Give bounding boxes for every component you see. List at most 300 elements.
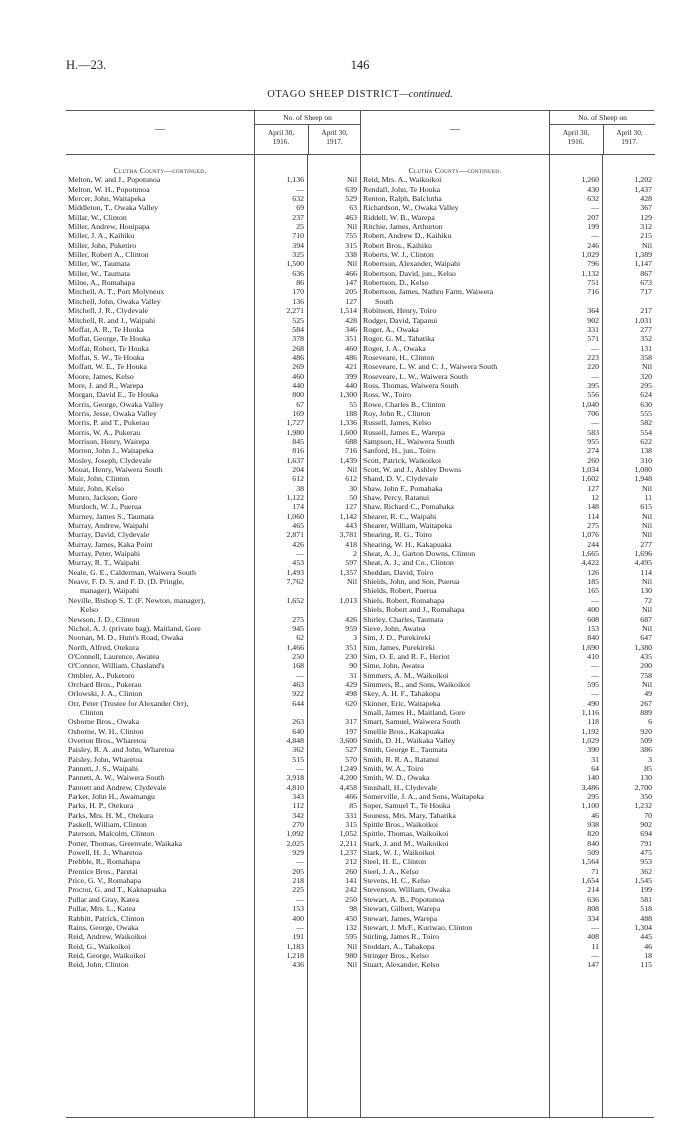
sheep-1917: 85 xyxy=(644,764,652,773)
table-row xyxy=(66,484,360,493)
sheep-1916: — xyxy=(296,857,304,867)
sheep-1917: 386 xyxy=(640,745,652,755)
sheep-1917: 647 xyxy=(640,633,652,643)
table-row xyxy=(66,409,360,418)
owner-name: Powell, H. J., Wharetoa xyxy=(68,848,143,858)
table-row xyxy=(361,586,655,595)
sheep-1916: 394 xyxy=(292,240,304,250)
table-row xyxy=(66,661,360,670)
sheep-1916: 1,564 xyxy=(581,857,599,867)
sheep-1916: 632 xyxy=(292,194,304,204)
owner-name: Snushall, H., Clydevale xyxy=(363,782,437,792)
sheep-1917: Nil xyxy=(642,240,652,250)
owner-name: Murray, Peter, Waipahi xyxy=(68,549,141,559)
table-row xyxy=(361,643,655,652)
owner-name: Miller, W., Taumata xyxy=(68,268,131,278)
sheep-1916: 112 xyxy=(292,801,304,811)
sheep-1917: 688 xyxy=(345,436,357,446)
sheep-1916: — xyxy=(591,231,599,241)
table-row xyxy=(66,615,360,624)
sheep-1917: 70 xyxy=(644,810,652,820)
sheep-1916: 168 xyxy=(292,661,304,671)
table-row xyxy=(66,717,360,726)
table-row xyxy=(361,876,655,885)
table-row xyxy=(361,932,655,941)
owner-name: Paterson, Malcolm, Clinton xyxy=(68,829,155,839)
owner-name: Roger, J. A., Owaka xyxy=(363,343,426,353)
table-row xyxy=(361,381,655,390)
owner-name: Smith, D. H., Waikaka Valley xyxy=(363,735,456,745)
owner-name: Sim, O. E. and R. F., Heriot xyxy=(363,651,450,661)
owner-name: Murray, Andrew, Waipahi xyxy=(68,521,149,531)
sheep-1917: 399 xyxy=(345,371,357,381)
sheep-1917: Nil xyxy=(642,483,652,493)
table-row xyxy=(361,848,655,857)
sheep-1916: 922 xyxy=(292,689,304,699)
sheep-1917: 3 xyxy=(648,754,652,764)
owner-name: Shields, John, and Son, Puerua xyxy=(363,577,460,587)
table-row xyxy=(66,680,360,689)
table-row xyxy=(361,530,655,539)
sheep-1917: 338 xyxy=(345,250,357,260)
sheep-1916: 191 xyxy=(292,932,304,942)
table-row xyxy=(361,745,655,754)
sheep-1917: 147 xyxy=(345,278,357,288)
sheep-1917: 362 xyxy=(640,866,652,876)
owner-name: Mercer, John, Waitapeka xyxy=(68,194,146,204)
sheep-1916: 1,136 xyxy=(286,175,304,185)
sheep-1917: 527 xyxy=(345,745,357,755)
owner-name: Mitchell, R. and J., Waipahi xyxy=(68,315,156,325)
table-row xyxy=(66,334,360,343)
sheep-1916: 67 xyxy=(296,399,304,409)
owner-name: Melton, W. H., Popotunoa xyxy=(68,184,150,194)
sheep-1916: 486 xyxy=(292,352,304,362)
sheep-1916: 220 xyxy=(587,362,599,372)
owner-name: Paskell, William, Clinton xyxy=(68,820,147,830)
table-row xyxy=(361,661,655,670)
table-row xyxy=(66,727,360,736)
table-row xyxy=(361,857,655,866)
left-rows xyxy=(66,166,360,970)
owner-name: Proctor, G. and T., Kaknapuaka xyxy=(68,885,167,895)
sheep-1917: 466 xyxy=(345,792,357,802)
sheep-1917: 85 xyxy=(349,801,357,811)
sheep-1917: 351 xyxy=(345,334,357,344)
sheep-1917: 570 xyxy=(345,754,357,764)
table-row xyxy=(66,783,360,792)
owner-name: Stirling, James R., Toiro xyxy=(363,932,439,942)
sheep-1917: 130 xyxy=(640,773,652,783)
table-row xyxy=(361,241,655,250)
table-header xyxy=(66,111,360,155)
table-row xyxy=(361,568,655,577)
owner-name: Somerville, J. A., and Sons, Waitapeka xyxy=(363,792,484,802)
sheep-1916: 640 xyxy=(292,726,304,736)
owner-name: Morris, Jesse, Owaka Valley xyxy=(68,408,157,418)
sheep-1916: 1,690 xyxy=(581,642,599,652)
sheep-1917: 197 xyxy=(345,726,357,736)
table-row xyxy=(361,306,655,315)
table-row xyxy=(66,914,360,923)
owner-name: Miller, Robert A., Clinton xyxy=(68,250,149,260)
owner-name: Sheat, A. J., Garton Downs, Clinton xyxy=(363,549,476,559)
sheep-1917: 352 xyxy=(640,334,652,344)
owner-name: Prebble, R., Romahapa xyxy=(68,857,141,867)
sheep-1916: 153 xyxy=(292,904,304,914)
owner-name: Moffat, S. W., Te Houka xyxy=(68,352,145,362)
owner-name: Robert, Andrew D., Kaihiku xyxy=(363,231,452,241)
table-row xyxy=(361,418,655,427)
owner-name: Robertson, James, Nathro Farm, Waiwera xyxy=(363,287,494,297)
owner-name: Stewart, J. McF., Kuriwao, Clinton xyxy=(363,922,473,932)
section-heading: Clutha County—continued. xyxy=(408,166,502,175)
sheep-1917: 421 xyxy=(345,362,357,372)
table-row xyxy=(361,446,655,455)
owner-name: Prentice Bros., Paretai xyxy=(68,866,138,876)
sheep-1917: 1,514 xyxy=(339,306,357,316)
sheep-1916: 460 xyxy=(292,371,304,381)
table-row xyxy=(66,381,360,390)
sheep-1917: 1,147 xyxy=(634,259,652,269)
sheep-1916: 4,810 xyxy=(286,782,304,792)
sheep-1917: Nil xyxy=(642,679,652,689)
sheep-1916: 390 xyxy=(587,745,599,755)
owner-name: Robinson, Henry, Toiro xyxy=(363,306,437,316)
section-heading: Clutha County—continued. xyxy=(113,166,207,175)
owner-name: Melton, W. and J., Popotunoa xyxy=(68,175,161,185)
sheep-1917: 331 xyxy=(345,810,357,820)
sheep-1916: 64 xyxy=(591,764,599,773)
table-header xyxy=(361,111,655,155)
owner-name: Shearer, William, Waitapeka xyxy=(363,521,452,531)
sheep-1916: 246 xyxy=(587,240,599,250)
table-row xyxy=(361,895,655,904)
sheep-1916: 1,665 xyxy=(581,549,599,559)
table-row xyxy=(66,175,360,184)
sheep-1916: 1,116 xyxy=(581,707,599,717)
sheep-1917: 188 xyxy=(345,408,357,418)
sheep-1917: 4,495 xyxy=(634,558,652,568)
sheep-1916: 465 xyxy=(292,521,304,531)
sheep-1916: 796 xyxy=(587,259,599,269)
sheep-1917: 717 xyxy=(640,287,652,297)
sheep-1916: 343 xyxy=(292,792,304,802)
sheep-table xyxy=(66,110,654,1118)
sheep-1917: 2,700 xyxy=(634,782,652,792)
table-row xyxy=(361,316,655,325)
owner-name: Paisley, John, Wharetoa xyxy=(68,754,143,764)
sheep-1916: 263 xyxy=(292,717,304,727)
sheep-1917: 1,232 xyxy=(634,801,652,811)
table-row xyxy=(361,717,655,726)
sheep-1917: 72 xyxy=(644,595,652,605)
sheep-1917: 920 xyxy=(640,726,652,736)
owner-name: Ross, W., Toiro xyxy=(363,390,412,400)
owner-name: Parks, Mrs. H. M., Otekura xyxy=(68,810,154,820)
owner-name: Roseveare, H., Clinton xyxy=(363,352,435,362)
table-row xyxy=(361,409,655,418)
sheep-1917: 889 xyxy=(640,707,652,717)
owner-name: Shiels, Robert and J., Romahapa xyxy=(363,605,465,615)
owner-name: Newson, J. D., Clinton xyxy=(68,614,140,624)
sheep-1916: 170 xyxy=(292,287,304,297)
sheep-1917: 317 xyxy=(345,717,357,727)
sheep-1916: — xyxy=(296,922,304,932)
sheep-1917: 755 xyxy=(345,231,357,241)
owner-name: Murney, James S., Taumata xyxy=(68,511,154,521)
owner-name: Sim, J. D., Purekireki xyxy=(363,633,431,643)
owner-name: Pullar, Mrs. L., Katea xyxy=(68,904,136,914)
owner-name: Sampson, H., Waiwera South xyxy=(363,436,455,446)
sheep-1916: — xyxy=(296,184,304,194)
sheep-1917: 295 xyxy=(640,380,652,390)
owner-name: Steel, H. E., Clinton xyxy=(363,857,427,867)
owner-name: Stewart, James, Warepa xyxy=(363,913,438,923)
owner-name: Murray, R. T., Waipahi xyxy=(68,558,140,568)
sheep-1916: 1,654 xyxy=(581,876,599,886)
table-row xyxy=(66,540,360,549)
sheep-1917: 620 xyxy=(345,698,357,708)
sheep-1917: 199 xyxy=(640,885,652,895)
owner-name: Sim, James, Purekireki xyxy=(363,642,435,652)
owner-name: Orr, Peter (Trustee for Alexander Orr), xyxy=(68,698,189,708)
sheep-1916: 114 xyxy=(587,511,599,521)
owner-name: Potter, Thomas, Greenvale, Waikaka xyxy=(68,838,182,848)
sheep-1916: 710 xyxy=(292,231,304,241)
sheep-1916: 436 xyxy=(292,960,304,970)
sheep-1917: Nil xyxy=(642,623,652,633)
owner-name: Sanford, H., jun., Toiro xyxy=(363,446,436,456)
sheep-1917: 1,437 xyxy=(634,184,652,194)
sheep-1916: 250 xyxy=(292,651,304,661)
sheep-1917: 463 xyxy=(345,212,357,222)
owner-name: Robert Bros., Kaihiku xyxy=(363,240,432,250)
table-row xyxy=(361,493,655,502)
sheep-1916: 426 xyxy=(292,539,304,549)
table-row xyxy=(361,727,655,736)
sheep-1916: — xyxy=(591,371,599,381)
sheep-1916: — xyxy=(591,343,599,353)
sheep-1916: 295 xyxy=(587,792,599,802)
owner-name: Sheddan, David, Toiro xyxy=(363,567,434,577)
sheep-1917: 1,600 xyxy=(339,427,357,437)
table-row xyxy=(361,829,655,838)
owner-name: Reid, Andrew, Waikoikoi xyxy=(68,932,147,942)
table-row xyxy=(361,755,655,764)
sheep-1916: 237 xyxy=(292,212,304,222)
owner-name: Pannett and Andrew, Clydevale xyxy=(68,782,167,792)
sheep-1917: 4,200 xyxy=(339,773,357,783)
owner-name: Smart, Samuel, Waiwera South xyxy=(363,717,461,727)
sheep-1917: 612 xyxy=(345,474,357,484)
table-row xyxy=(66,755,360,764)
sheep-1917: 440 xyxy=(345,380,357,390)
owner-name: Overton Bros., Wharetoa xyxy=(68,735,147,745)
owner-name: Milne, A., Romahapa xyxy=(68,278,135,288)
owner-name: Moore, James, Kelso xyxy=(68,371,134,381)
table-row xyxy=(361,689,655,698)
sheep-1916: — xyxy=(591,661,599,671)
sheep-1916: 636 xyxy=(292,268,304,278)
table-row xyxy=(361,278,655,287)
table-row xyxy=(361,549,655,558)
table-row xyxy=(66,811,360,820)
sheep-1917: 1,080 xyxy=(634,465,652,474)
sheep-1916: 840 xyxy=(587,633,599,643)
table-row xyxy=(66,558,360,567)
sheep-1916: 1,260 xyxy=(581,175,599,185)
sheep-1917: 615 xyxy=(640,502,652,512)
sheep-1917: 428 xyxy=(640,194,652,204)
sheep-1916: 2,871 xyxy=(286,530,304,540)
table-row xyxy=(361,325,655,334)
table-row xyxy=(361,914,655,923)
owner-name: Roy, John R., Clinton xyxy=(363,408,431,418)
table-row xyxy=(361,250,655,259)
sheep-1917: 212 xyxy=(345,857,357,867)
sheep-1917: 758 xyxy=(640,670,652,680)
table-row xyxy=(361,615,655,624)
sheep-1917: 902 xyxy=(640,820,652,830)
table-row xyxy=(66,736,360,745)
sheep-1916: 1,060 xyxy=(286,511,304,521)
sheep-1916: 800 xyxy=(292,390,304,400)
sheep-1917: 1,052 xyxy=(339,829,357,839)
sheep-1917: 312 xyxy=(640,222,652,232)
table-row xyxy=(361,558,655,567)
sheep-1917: 1,237 xyxy=(339,848,357,858)
sheep-1916: 410 xyxy=(587,651,599,661)
table-row xyxy=(361,951,655,960)
table-row xyxy=(66,316,360,325)
date-col-1916: April 30, 1916. xyxy=(267,128,295,146)
table-row xyxy=(66,530,360,539)
sheep-1916: 1,122 xyxy=(286,493,304,503)
sheep-1916: 2,271 xyxy=(286,306,304,316)
table-row xyxy=(66,213,360,222)
sheep-1917: 1,389 xyxy=(634,250,652,260)
sheep-1917: Nil xyxy=(347,941,357,951)
table-row xyxy=(361,773,655,782)
table-row xyxy=(66,250,360,259)
sheep-1916: 400 xyxy=(292,913,304,923)
sheep-1916: — xyxy=(591,203,599,213)
table-row xyxy=(361,372,655,381)
owner-name: Shiels, Robert, Romahapa xyxy=(363,595,445,605)
sheep-1917: 1,357 xyxy=(339,567,357,577)
owner-name: Millar, W., Clinton xyxy=(68,212,127,222)
sheep-1916: 207 xyxy=(587,212,599,222)
table-row xyxy=(66,203,360,212)
table-row xyxy=(66,568,360,577)
sheep-1916: 334 xyxy=(587,913,599,923)
sheep-1917: 127 xyxy=(345,296,357,306)
table-row xyxy=(361,633,655,642)
sheep-1917: 1,202 xyxy=(634,175,652,185)
sheep-1917: 315 xyxy=(345,820,357,830)
table-row xyxy=(361,671,655,680)
sheep-1916: 331 xyxy=(587,324,599,334)
table-row xyxy=(66,241,360,250)
sheep-1916: 1,029 xyxy=(581,250,599,260)
table-row xyxy=(361,334,655,343)
table-row xyxy=(361,904,655,913)
owner-name: Spittle Bros., Waikoikoi xyxy=(363,820,439,830)
owner-name: Moffatt, W. E., Te Houka xyxy=(68,362,147,372)
table-row xyxy=(66,699,360,708)
owner-name: Souness, Mrs. Mary, Tahatika xyxy=(363,810,456,820)
table-row xyxy=(361,456,655,465)
table-row xyxy=(66,512,360,521)
date-col-1916: April 30, 1916. xyxy=(562,128,590,146)
table-row xyxy=(66,951,360,960)
table-row xyxy=(361,801,655,810)
sheep-1916: 525 xyxy=(292,315,304,325)
owner-name: Miller, W., Taumata xyxy=(68,259,131,269)
owner-name: Smith, W. D., Owaka xyxy=(363,773,430,783)
sheep-1916: 86 xyxy=(296,278,304,288)
owner-name: Osborne, W. H., Clinton xyxy=(68,726,144,736)
sheep-1916: 140 xyxy=(587,773,599,783)
owner-name: Miller, John, Puketiro xyxy=(68,240,137,250)
running-header xyxy=(66,58,654,74)
sheep-1916: — xyxy=(591,670,599,680)
date-col-1917: April 30, 1917. xyxy=(308,125,360,154)
sheep-1916: 1,132 xyxy=(581,268,599,278)
sheep-1916: 174 xyxy=(292,502,304,512)
sheep-1916: — xyxy=(591,689,599,699)
owner-name: Moffat, Robert, Te Houka xyxy=(68,343,149,353)
sheep-1916: 4,422 xyxy=(581,558,599,568)
sheep-1917: 215 xyxy=(640,231,652,241)
owner-name: Rains, George, Owaka xyxy=(68,922,139,932)
sheep-1916: 275 xyxy=(587,521,599,531)
table-row xyxy=(66,269,360,278)
table-row xyxy=(361,792,655,801)
sheep-1916: 147 xyxy=(587,960,599,970)
sheep-1917: Nil xyxy=(642,362,652,372)
sheep-1916: 260 xyxy=(587,455,599,465)
owner-name: Noonan, M. D., Hunt's Road, Owaka xyxy=(68,633,184,643)
page-number: 146 xyxy=(350,58,370,72)
sheep-1916: 840 xyxy=(587,838,599,848)
owner-name: Smith, George E., Taumata xyxy=(363,745,448,755)
table-row xyxy=(361,699,655,708)
owner-name: Osborne Bros., Owaka xyxy=(68,717,140,727)
sheep-1917: 49 xyxy=(644,689,652,699)
table-row xyxy=(66,671,360,680)
owner-name: Stevenson, William, Owaka xyxy=(363,885,451,895)
sheep-1916: 118 xyxy=(587,717,599,727)
sheep-1916: 1,092 xyxy=(286,829,304,839)
sheep-1916: 945 xyxy=(292,623,304,633)
owner-name: Smith, W. A., Toiro xyxy=(363,764,424,773)
table-row-continuation xyxy=(66,708,360,717)
owner-name: Morris, George, Owaka Valley xyxy=(68,399,164,409)
table-row xyxy=(361,652,655,661)
sheep-1917: 529 xyxy=(345,194,357,204)
owner-name: Shearer, R. C., Waipahi xyxy=(363,511,437,521)
sheep-1916: 556 xyxy=(587,390,599,400)
table-row xyxy=(66,652,360,661)
sheep-1916: 71 xyxy=(591,866,599,876)
sheep-1917: 50 xyxy=(349,493,357,503)
owner-name: Kelso xyxy=(80,605,99,615)
sheep-count-group-header: No. of Sheep on xyxy=(550,111,655,125)
sheep-1916: 62 xyxy=(296,633,304,643)
owner-name: Stark, J. and M., Waikoikoi xyxy=(363,838,449,848)
